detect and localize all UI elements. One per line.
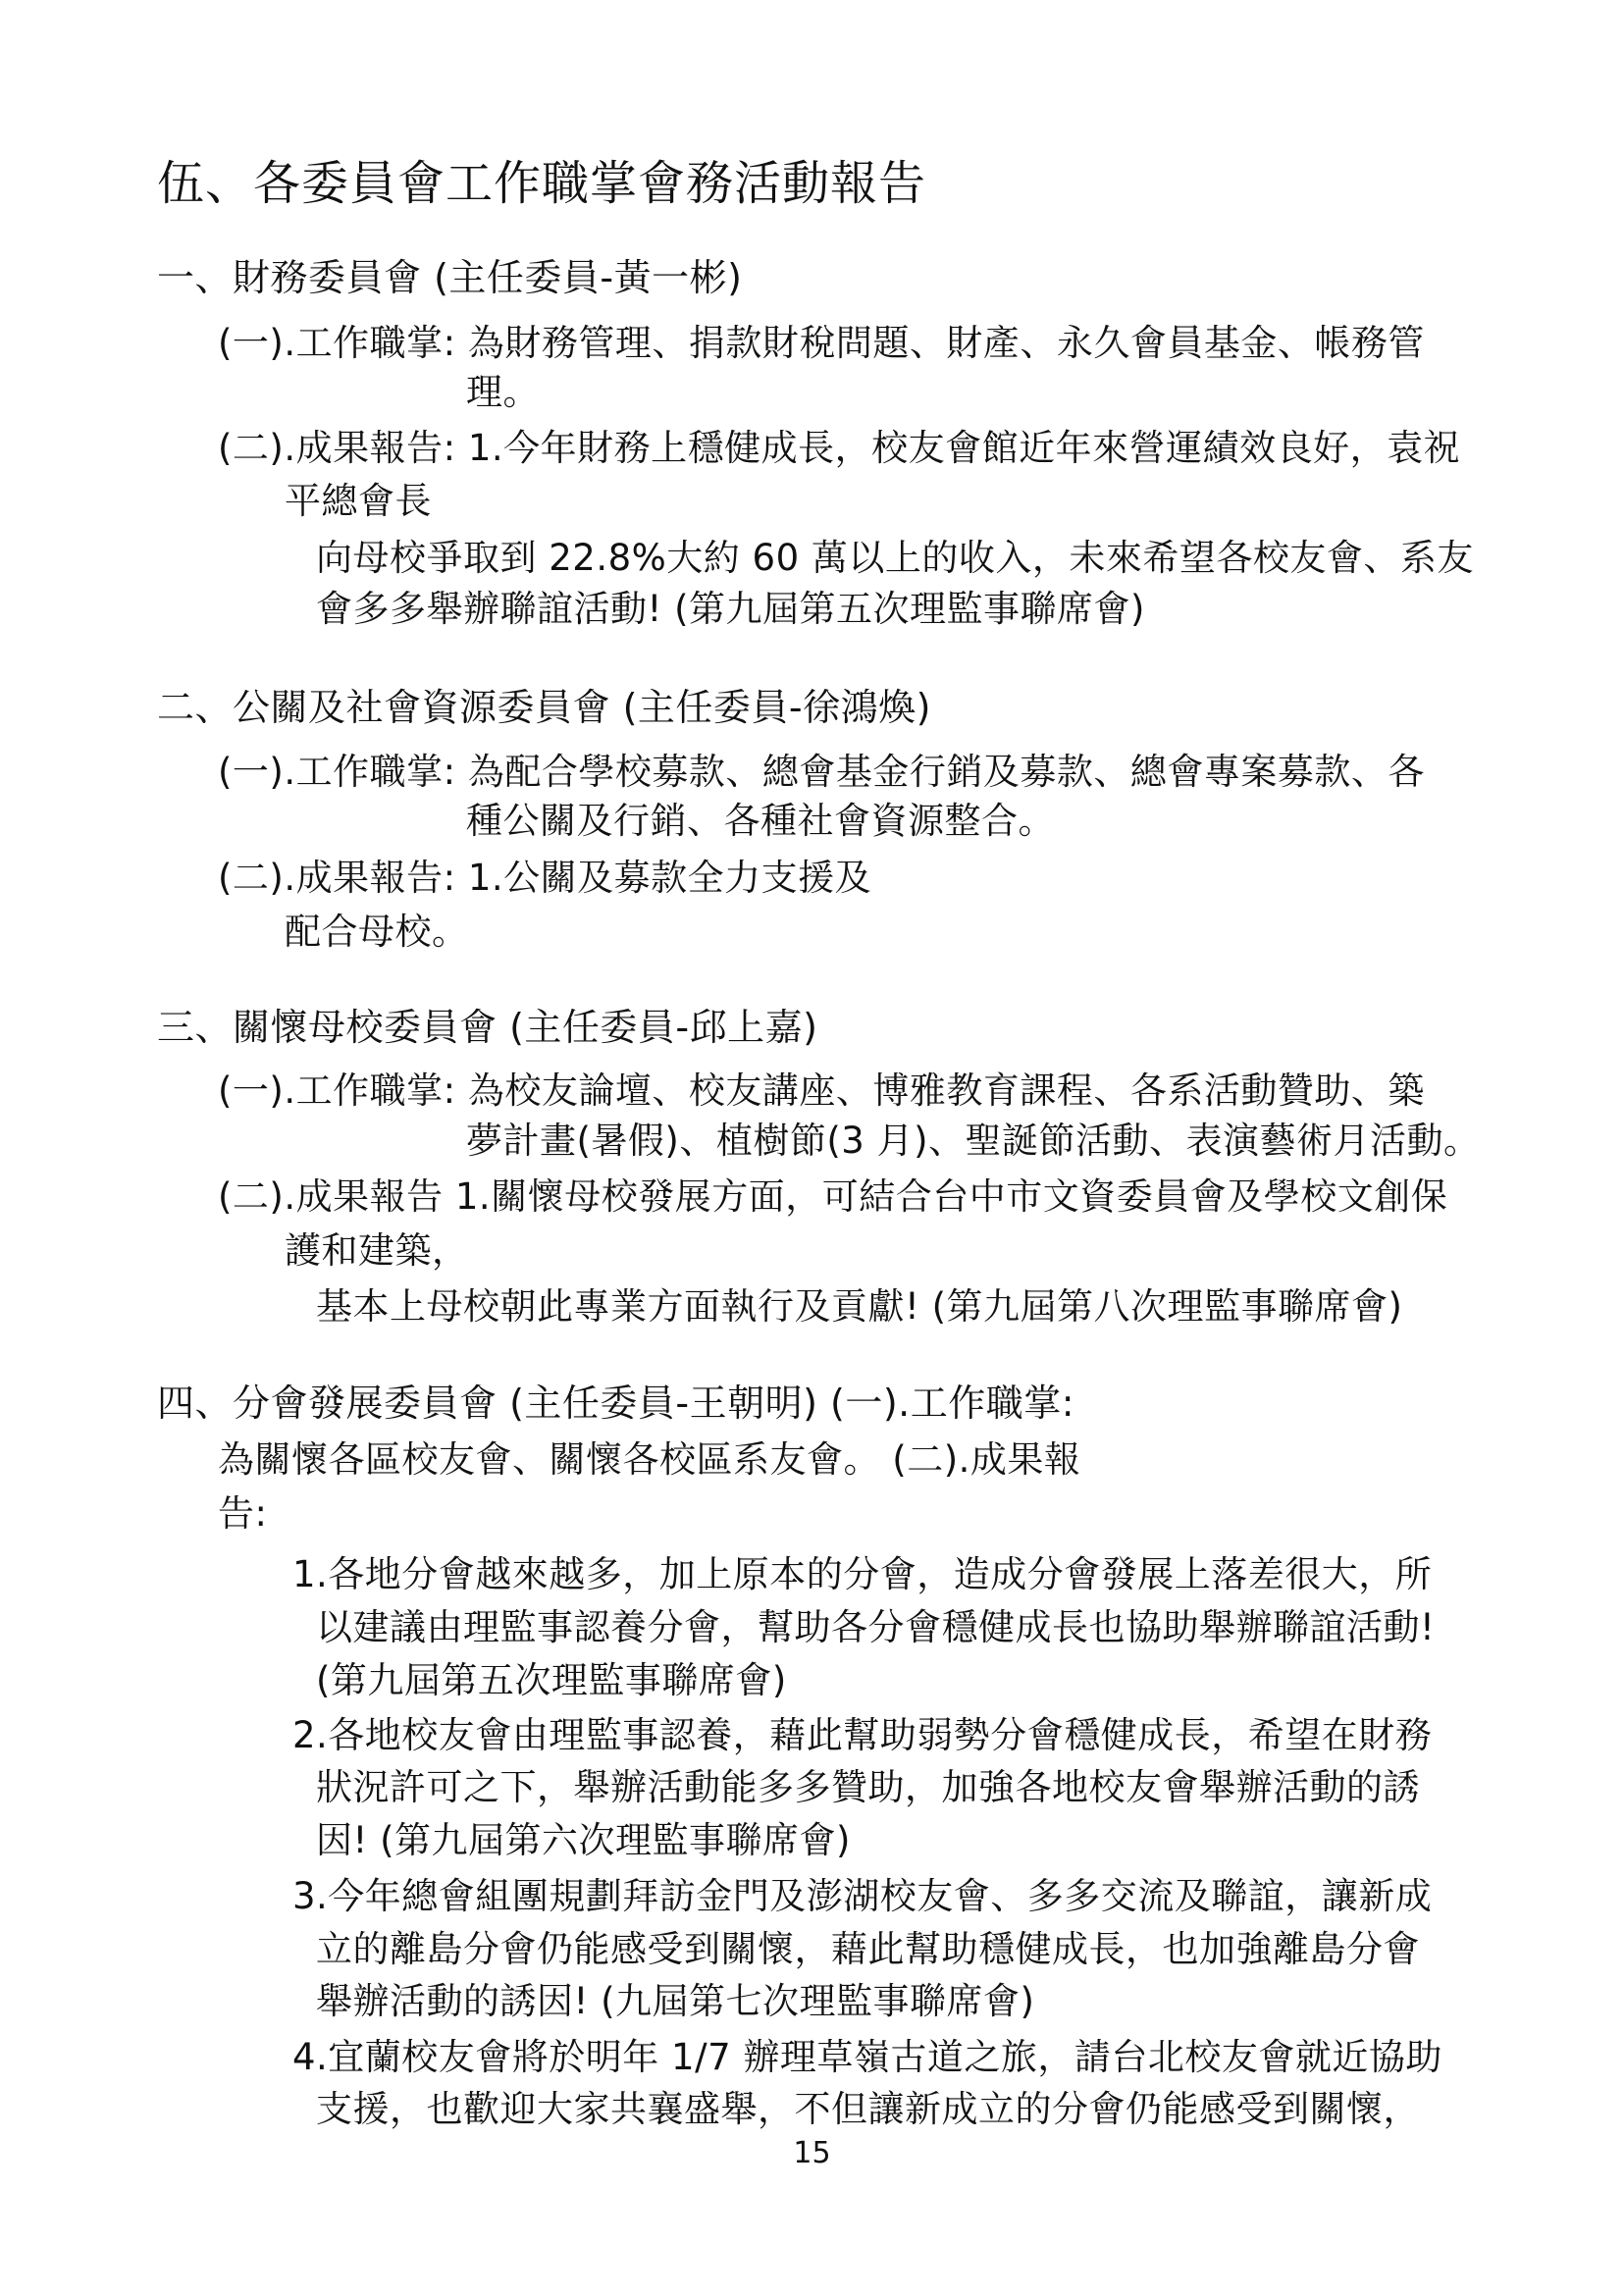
paragraph-line: 會多多舉辦聯誼活動! (第九屆第五次理監事聯席會) — [316, 588, 1145, 630]
page-title: 伍、各委員會工作職掌會務活動報告 — [157, 156, 927, 211]
paragraph-line: (一).工作職掌: 為校友論壇、校友講座、博雅教育課程、各系活動贊助、築 — [218, 1069, 1425, 1112]
paragraph-line: 配合母校。 — [285, 911, 469, 953]
list-item-line: 3.今年總會組團規劃拜訪金門及澎湖校友會、多多交流及聯誼，讓新成 — [292, 1875, 1433, 1917]
list-item-line: 支援，也歡迎大家共襄盛舉，不但讓新成立的分會仍能感受到關懷， — [316, 2088, 1420, 2130]
paragraph-line: 平總會長 — [285, 480, 432, 522]
list-item-line: 2.各地校友會由理監事認養，藉此幫助弱勢分會穩健成長，希望在財務 — [292, 1714, 1433, 1756]
paragraph-line: (一).工作職掌: 為財務管理、捐款財稅問題、財產、永久會員基金、帳務管 — [218, 322, 1425, 364]
paragraph-line: 告: — [218, 1492, 268, 1535]
page-number: 15 — [793, 2136, 831, 2170]
list-item-line: 立的離島分會仍能感受到關懷，藉此幫助穩健成長，也加強離島分會 — [316, 1928, 1420, 1970]
section-heading-public-relations: 二、公關及社會資源委員會 (主任委員-徐鴻煥) — [157, 686, 931, 729]
paragraph-line: 護和建築， — [285, 1229, 469, 1272]
section-heading-finance: 一、財務委員會 (主任委員-黃一彬) — [157, 256, 743, 299]
section-heading-alma-mater: 三、關懷母校委員會 (主任委員-邱上嘉) — [157, 1006, 818, 1049]
paragraph-line: 基本上母校朝此專業方面執行及貢獻! (第九屆第八次理監事聯席會) — [316, 1285, 1403, 1328]
list-item-line: 因! (第九屆第六次理監事聯席會) — [316, 1819, 851, 1861]
paragraph-line: (二).成果報告: 1.公關及募款全力支援及 — [218, 857, 872, 899]
section-heading-branch-development: 四、分會發展委員會 (主任委員-王朝明) (一).工作職掌: — [157, 1382, 1075, 1425]
paragraph-line: (一).工作職掌: 為配合學校募款、總會基金行銷及募款、總會專案募款、各 — [218, 751, 1425, 793]
paragraph-line: 夢計畫(暑假)、植樹節(3 月)、聖誕節活動、表演藝術月活動。 — [466, 1120, 1481, 1162]
paragraph-line: (二).成果報告: 1.今年財務上穩健成長，校友會館近年來營運績效良好，袁祝 — [218, 427, 1461, 469]
paragraph-line: 為關懷各區校友會、關懷各校區系友會。 (二).成果報 — [218, 1438, 1081, 1481]
list-item-line: 狀況許可之下，舉辦活動能多多贊助，加強各地校友會舉辦活動的誘 — [316, 1766, 1420, 1808]
list-item-line: 4.宜蘭校友會將於明年 1/7 辦理草嶺古道之旅，請台北校友會就近協助 — [292, 2036, 1442, 2078]
list-item-line: 1.各地分會越來越多，加上原本的分會，造成分會發展上落差很大，所 — [292, 1553, 1433, 1595]
list-item-line: 以建議由理監事認養分會，幫助各分會穩健成長也協助舉辦聯誼活動! — [316, 1606, 1436, 1648]
paragraph-line: 理。 — [466, 371, 540, 413]
paragraph-line: 種公關及行銷、各種社會資源整合。 — [466, 800, 1055, 842]
paragraph-line: 向母校爭取到 22.8%大約 60 萬以上的收入，未來希望各校友會、系友 — [316, 537, 1474, 579]
paragraph-line: (二).成果報告 1.關懷母校發展方面，可結合台中市文資委員會及學校文創保 — [218, 1175, 1448, 1218]
list-item-line: 舉辦活動的誘因! (九屆第七次理監事聯席會) — [316, 1980, 1035, 2022]
list-item-line: (第九屆第五次理監事聯席會) — [316, 1659, 787, 1701]
